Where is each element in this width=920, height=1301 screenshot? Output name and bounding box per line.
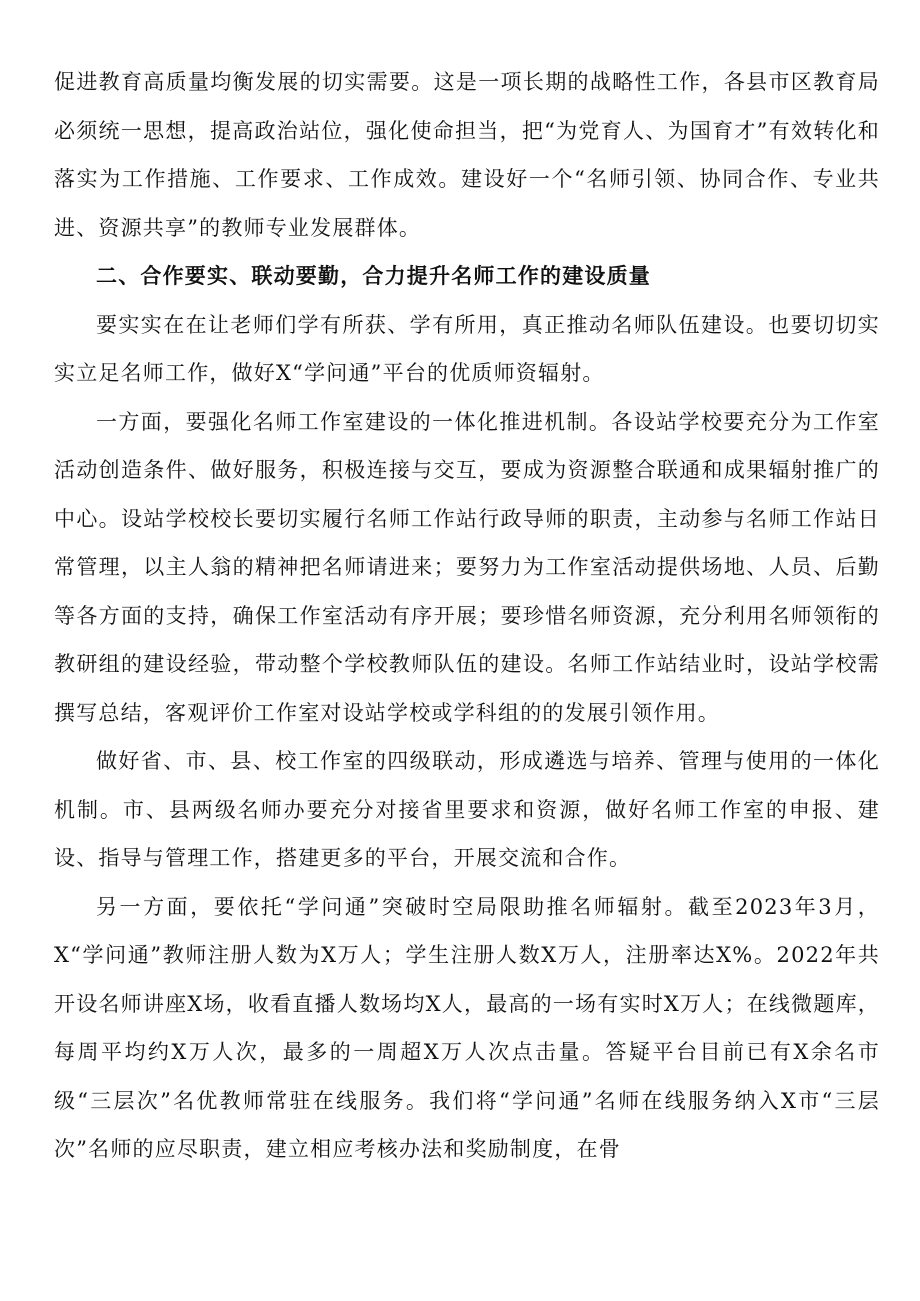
- paragraph-opening: 促进教育高质量均衡发展的切实需要。这是一项长期的战略性工作，各县市区教育局必须统一思想，提高政治站位，强化使命担当，把“为党育人、为国育才”有效转化和落实为工作措施、工作要求、工作成效。建设好一个“名师引领、协同合作、专业共进、资源共享”的教师专业发展群体。: [54, 70, 880, 240]
- paragraph-intro: 要实实在在让老师们学有所获、学有所用，真正推动名师队伍建设。也要切切实实立足名师工作，做好X“学问通”平台的优质师资辐射。: [54, 312, 880, 385]
- section-heading-2: 二、合作要实、联动要勤，合力提升名师工作的建设质量: [96, 264, 651, 288]
- paragraph-second-aspect: 另一方面，要依托“学问通”突破时空局限助推名师辐射。截至2023年3月，X“学问通”教师注册人数为X万人；学生注册人数X万人，注册率达X%。2022年共开设名师讲座X场，收看直播人数场均X人，最高的一场有实时X万人；在线微题库，每周平均约X万人次，最多的一周超X万人次点击量。答疑平台目前已有X余名市级“三层次”名优教师常驻在线服务。我们将“学问通”名师在线服务纳入X市“三层次”名师的应尽职责，建立相应考核办法和奖励制度，在骨: [54, 894, 880, 1161]
- paragraph-linkage: 做好省、市、县、校工作室的四级联动，形成遴选与培养、管理与使用的一体化机制。市、县两级名师办要充分对接省里要求和资源，做好名师工作室的申报、建设、指导与管理工作，搭建更多的平台，开展交流和合作。: [54, 749, 880, 870]
- paragraph-first-aspect: 一方面，要强化名师工作室建设的一体化推进机制。各设站学校要充分为工作室活动创造条件、做好服务，积极连接与交互，要成为资源整合联通和成果辐射推广的中心。设站学校校长要切实履行名师工作站行政导师的职责，主动参与名师工作站日常管理，以主人翁的精神把名师请进来；要努力为工作室活动提供场地、人员、后勤等各方面的支持，确保工作室活动有序开展；要珍惜名师资源，充分利用名师领衔的教研组的建设经验，带动整个学校教师队伍的建设。名师工作站结业时，设站学校需撰写总结，客观评价工作室对设站学校或学科组的的发展引领作用。: [54, 409, 880, 725]
- document-page: [54, 58, 880, 1174]
